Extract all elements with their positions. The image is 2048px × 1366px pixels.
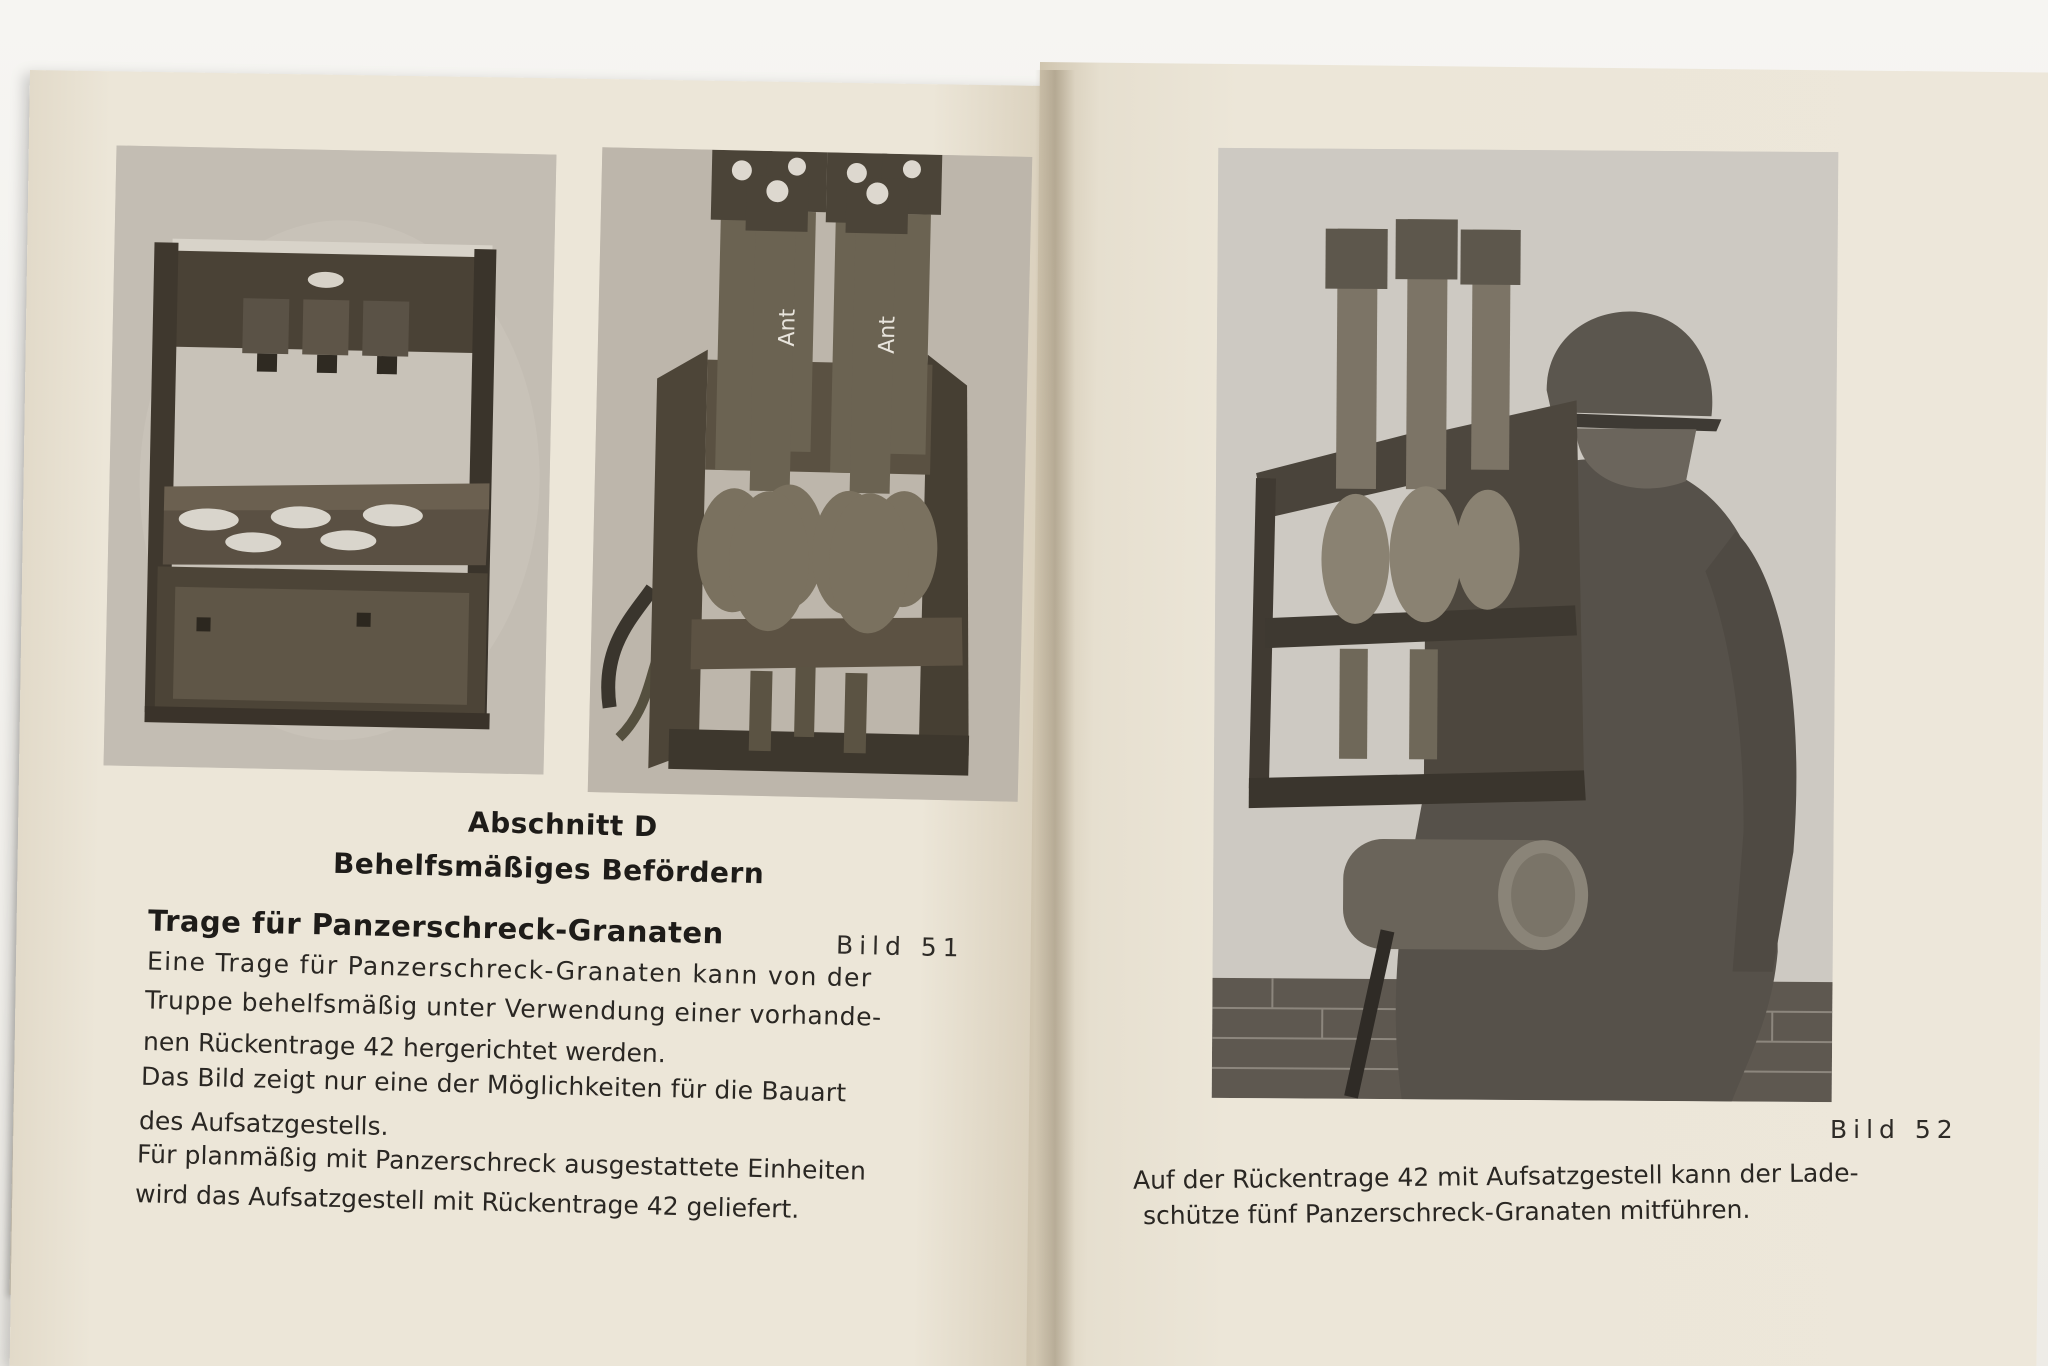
figure-label-52: Bild 52 xyxy=(1830,1115,1959,1144)
empty-rack-illustration xyxy=(104,145,557,774)
figure-label-51: Bild 51 xyxy=(835,930,965,963)
section-title: Abschnitt D xyxy=(467,805,659,844)
soldier-illustration xyxy=(1212,148,1839,1102)
caption-line-1: Auf der Rückentrage 42 mit Aufsatzgestell kann der Lade- xyxy=(1132,1158,1859,1195)
photo-soldier xyxy=(1212,148,1839,1102)
book-gutter xyxy=(1035,70,1075,1366)
loaded-rack-illustration xyxy=(588,147,1033,802)
caption-line-2: schütze fünf Panzerschreck-Granaten mitführen. xyxy=(1142,1194,1751,1231)
paragraph-line-3: nen Rückentrage 42 hergerichtet werden. xyxy=(142,1026,667,1069)
photo-empty-rack xyxy=(104,145,557,774)
paragraph-line-7: wird das Aufsatzgestell mit Rückentrage 42 geliefert. xyxy=(134,1179,800,1224)
paragraph-line-1: Eine Trage für Panzerschreck-Granaten kann von der xyxy=(146,946,873,993)
paragraph-line-5: des Aufsatzgestells. xyxy=(138,1106,389,1141)
grenade-stamp-2: Ant xyxy=(874,315,901,355)
item-title: Trage für Panzerschreck-Granaten xyxy=(147,903,725,951)
grenade-stamp-1: Ant xyxy=(774,308,801,347)
paragraph-line-6: Für planmäßig mit Panzerschreck ausgestattete Einheiten xyxy=(136,1139,867,1186)
paragraph-line-4: Das Bild zeigt nur eine der Möglichkeiten für die Bauart xyxy=(140,1061,847,1108)
paragraph-line-2: Truppe behelfsmäßig unter Verwendung einer vorhande- xyxy=(144,985,883,1032)
section-subtitle: Behelfsmäßiges Befördern xyxy=(332,846,765,891)
photo-loaded-rack xyxy=(588,147,1033,802)
